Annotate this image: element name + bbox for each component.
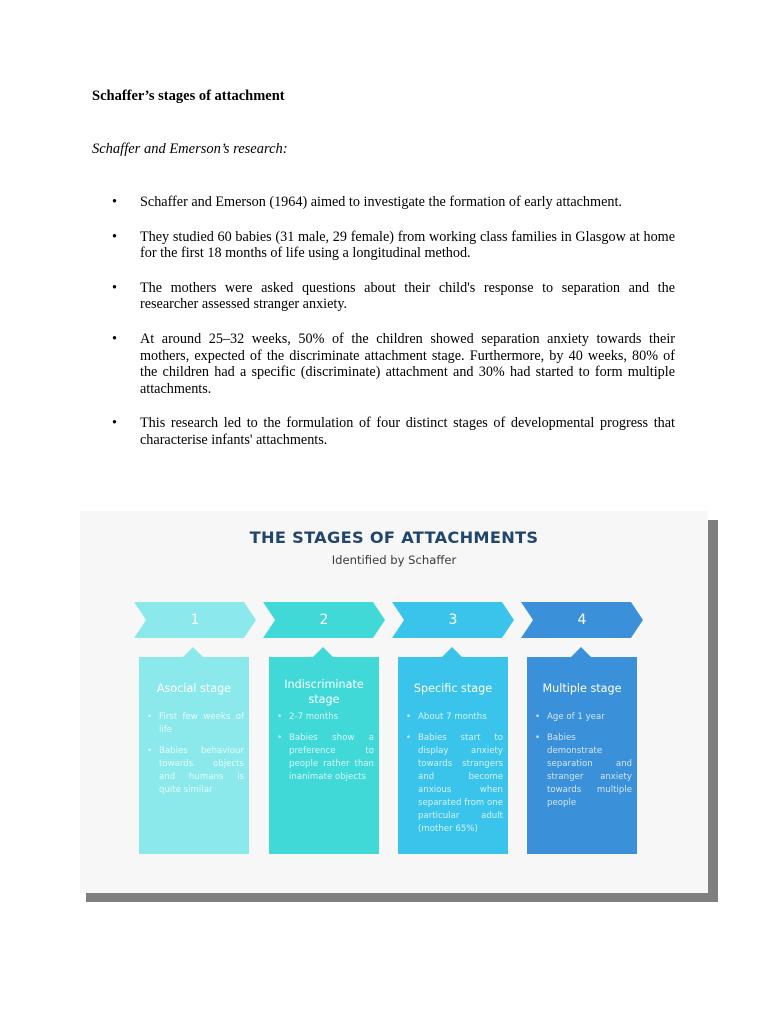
bullet-icon: •: [112, 194, 117, 210]
stage-detail-item: • Age of 1 year: [535, 711, 632, 724]
stage-number: 1: [190, 612, 200, 628]
stage-details: [277, 711, 374, 792]
stage-number: 3: [448, 612, 458, 628]
infographic-card: [80, 511, 708, 893]
bullet-text: Schaffer and Emerson (1964) aimed to investigate the formation of early attachment.: [140, 194, 622, 210]
stage-4-card: [527, 647, 637, 854]
bullet-item: [112, 280, 675, 313]
stage-detail-item: • Babies behaviour towards objects and humans is quite similar: [147, 745, 244, 797]
document-title: Schaffer’s stages of attachment: [92, 88, 285, 104]
stage-detail-item: • Babies start to display anxiety towards strangers and become anxious when separated from one particular adult (mother 65%): [406, 732, 503, 836]
document-subtitle: Schaffer and Emerson’s research:: [92, 141, 288, 157]
stage-3-chevron: [392, 602, 514, 638]
bullet-text: This research led to the formulation of four distinct stages of developmental progress that characterise infants' attachments.: [140, 415, 675, 448]
stage-number: 2: [319, 612, 329, 628]
bullet-item: [112, 331, 675, 397]
stage-1-chevron: [134, 602, 256, 638]
stage-details: [406, 711, 503, 844]
bullet-icon: •: [112, 228, 117, 245]
stage-2-chevron: [263, 602, 385, 638]
stage-name: Specific stage: [413, 682, 493, 695]
stage-detail-item: • About 7 months: [406, 711, 503, 724]
stage-detail-item: • First few weeks of life: [147, 711, 244, 737]
bullet-item: [112, 229, 675, 262]
stage-detail-item: • Babies show a preference to people rather than inanimate objects: [277, 732, 374, 784]
bullet-icon: •: [112, 330, 117, 347]
stage-name: Multiple stage: [542, 682, 622, 695]
bullet-item: [112, 194, 675, 211]
bullet-item: [112, 415, 675, 448]
bullet-text: They studied 60 babies (31 male, 29 female) from working class families in Glasgow at home for the first 18 months of life using a longitudinal method.: [140, 228, 675, 262]
bullet-text: At around 25–32 weeks, 50% of the children showed separation anxiety towards their mothers, expected of the discriminate attachment stage. Furthermore, by 40 weeks, 80% of the children had a specific (discriminate) attachment and 30% had started to form multiple attachments.: [140, 330, 675, 397]
stage-name: Asocial stage: [156, 682, 232, 695]
stage-name: Indiscriminate stage: [284, 678, 364, 706]
infographic-subtitle: Identified by Schaffer: [331, 553, 457, 567]
stage-box: [269, 657, 379, 854]
stage-details: [535, 711, 632, 818]
infographic-title: THE STAGES OF ATTACHMENTS: [249, 528, 539, 547]
stage-2-card: [269, 647, 379, 854]
stage-number: 4: [577, 612, 587, 628]
stage-box: [527, 657, 637, 854]
stage-detail-item: • 2-7 months: [277, 711, 374, 724]
research-bullet-list: [112, 194, 675, 467]
stage-box: [139, 657, 249, 854]
stage-box: [398, 657, 508, 854]
bullet-icon: •: [112, 279, 117, 296]
stage-3-card: [398, 647, 508, 854]
stage-1-card: [139, 647, 249, 854]
stage-details: [147, 711, 244, 805]
stage-4-chevron: [521, 602, 643, 638]
bullet-text: The mothers were asked questions about their child's response to separation and the researcher assessed stranger anxiety.: [140, 279, 675, 313]
bullet-icon: •: [112, 415, 117, 432]
stage-detail-item: • Babies demonstrate separation and stranger anxiety towards multiple people: [535, 732, 632, 810]
